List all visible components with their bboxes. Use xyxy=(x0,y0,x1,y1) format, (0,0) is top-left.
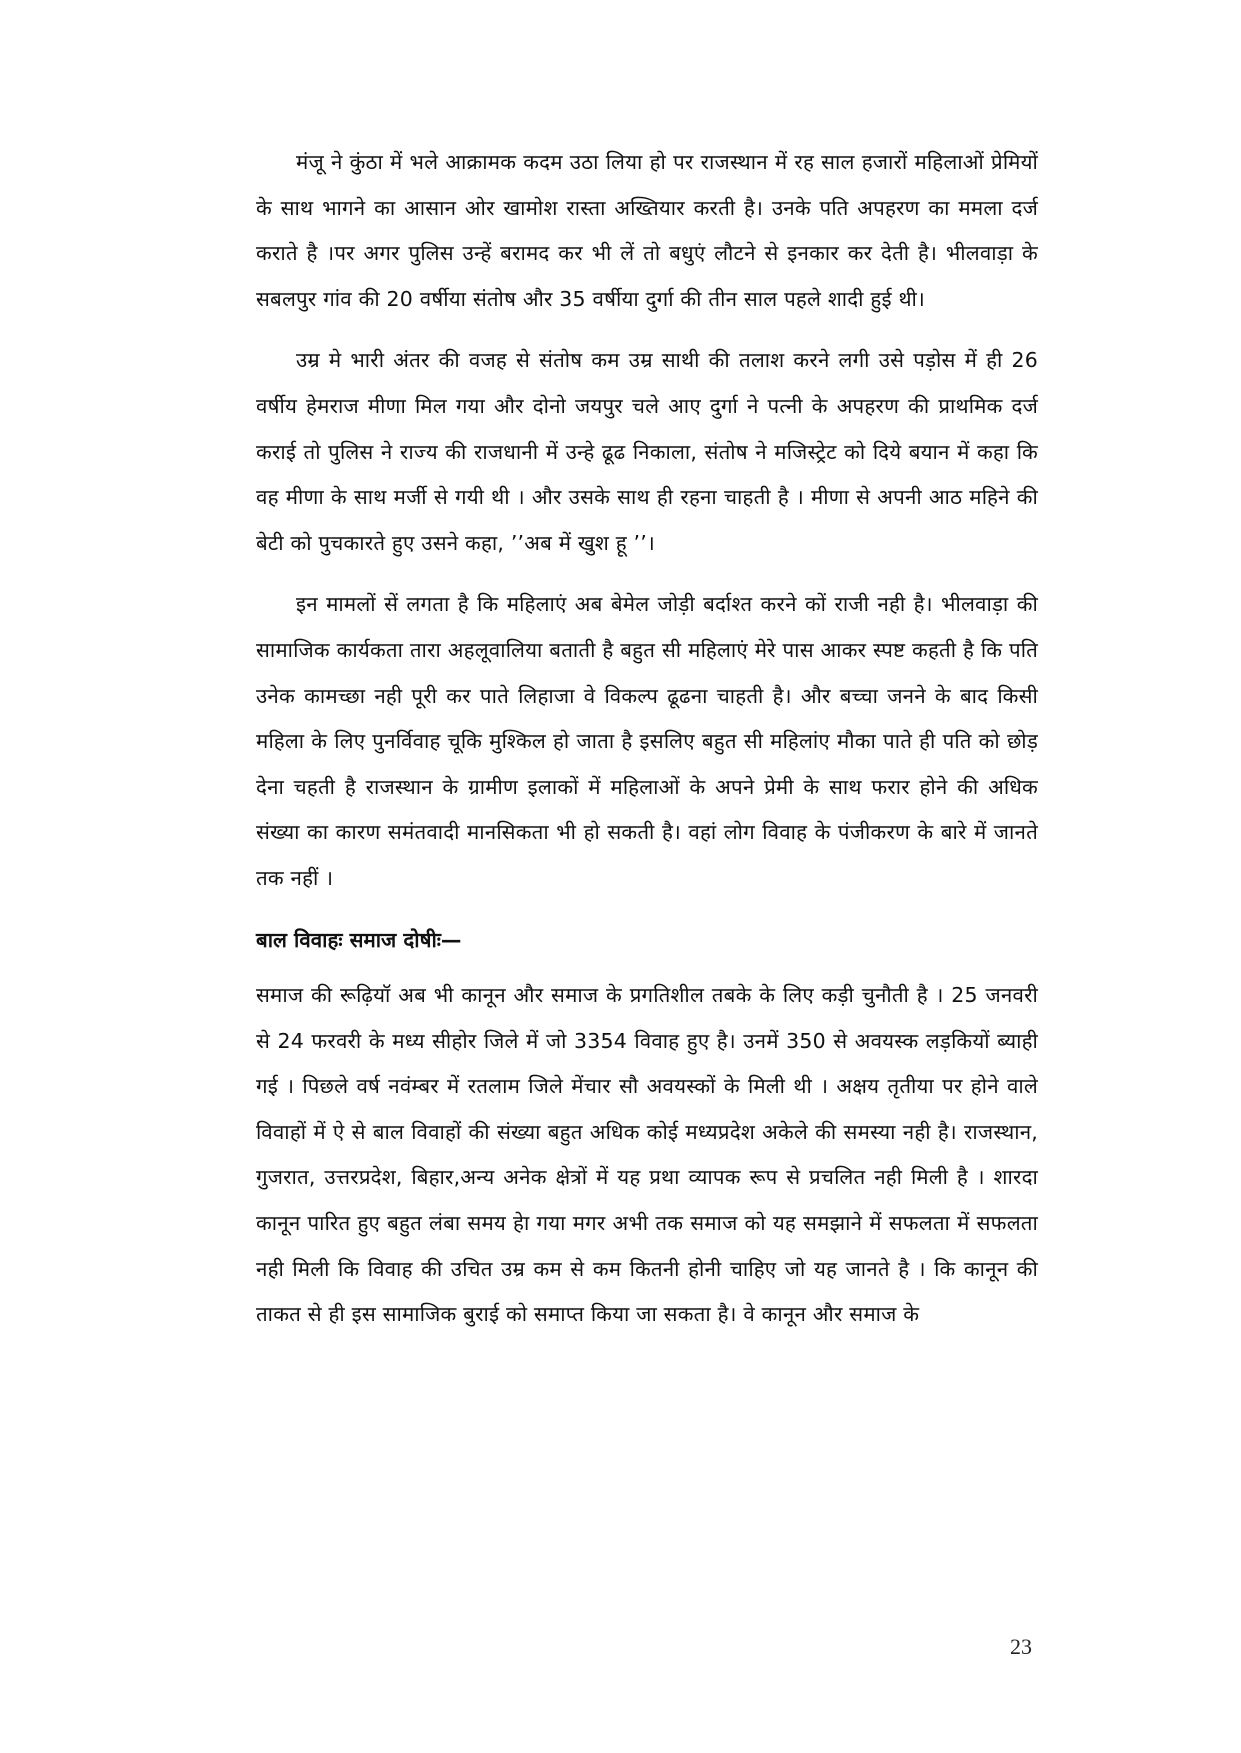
page-body xyxy=(256,140,1038,1338)
paragraph-3: इन मामलों सें लगता है कि महिलाएं अब बेमेल जोड़ी बर्दाश्त करने कों राजी नही है। भीलवाड़ा की सामाजिक कार्यकता तारा अहलूवालिया बताती है बहुत सी महिलाएं मेरे पास आकर स्पष्ट कहती है कि पति उनेक कामच्छा नही पूरी कर पाते लिहाजा वे विकल्प ढूढना चाहती है। और बच्चा जनने के बाद किसी महिला के लिए पुनर्विवाह चूकि मुश्किल हो जाता है इसलिए बहुत सी महिलांए मौका पाते ही पति को छोड़ देना चहती है राजस्थान के ग्रामीण इलाकों में महिलाओं के अपने प्रेमी के साथ फरार होने की अधिक संख्या का कारण समंतवादी मानसिकता भी हो सकती है। वहां लोग विवाह के पंजीकरण के बारे में जानते तक नहीं । xyxy=(256,592,1038,890)
paragraph-4: समाज की रूढ़ियॉ अब भी कानून और समाज के प्रगतिशील तबके के लिए कड़ी चुनौती है । 25 जनवरी से 24 फरवरी के मध्य सीहोर जिले में जो 3354 विवाह हुए है। उनमें 350 से अवयस्क लड़कियों ब्याही गई । पिछले वर्ष नवंम्बर में रतलाम जिले मेंचार सौ अवयस्कों के मिली थी । अक्षय तृतीया पर होने वाले विवाहों में ऐ से बाल विवाहों की संख्या बहुत अधिक कोई मध्यप्रदेश अकेले की समस्या नही है। राजस्थान, गुजरात, उत्तरप्रदेश, बिहार,अन्य अनेक क्षेत्रों में यह प्रथा व्यापक रूप से प्रचलित नही मिली है । शारदा कानून पारित हुए बहुत लंबा समय हेा गया मगर अभी तक समाज को यह समझाने में सफलता में सफलता नही मिली कि विवाह की उचित उम्र कम से कम कितनी होनी चाहिए जो यह जानते है । कि कानून की ताकत से ही इस सामाजिक बुराई को समाप्त किया जा सकता है। वे कानून और समाज के xyxy=(256,983,1038,1327)
page-number: 23 xyxy=(1010,1634,1032,1659)
paragraph-1: मंजू ने कुंठा में भले आक्रामक कदम उठा लिया हो पर राजस्थान में रह साल हजारों महिलाओं प्रेमियों के साथ भागने का आसान ओर खामोश रास्ता अख्तियार करती है। उनके पति अपहरण का ममला दर्ज कराते है ।पर अगर पुलिस उन्हें बरामद कर भी लें तो बधुएं लौटने से इनकार कर देती है। भीलवाड़ा के सबलपुर गांव की 20 वर्षीया संतोष और 35 वर्षीया दुर्गा की तीन साल पहले शादी हुई थी। xyxy=(256,150,1038,311)
paragraph-2: उम्र मे भारी अंतर की वजह से संतोष कम उम्र साथी की तलाश करने लगी उसे पड़ोस में ही 26 वर्षीय हेमराज मीणा मिल गया और दोनो जयपुर चले आए दुर्गा ने पत्नी के अपहरण की प्राथमिक दर्ज कराई तो पुलिस ने राज्य की राजधानी में उन्हे ढूढ निकाला, संतोष ने मजिस्ट्रेट को दिये बयान में कहा कि वह मीणा के साथ मर्जी से गयी थी । और उसके साथ ही रहना चाहती है । मीणा से अपनी आठ महिने की बेटी को पुचकारते हुए उसने कहा, ’’अब में खुश हू ’’। xyxy=(256,348,1038,555)
section-heading: बाल विवाहः समाज दोषीः— xyxy=(256,927,462,952)
